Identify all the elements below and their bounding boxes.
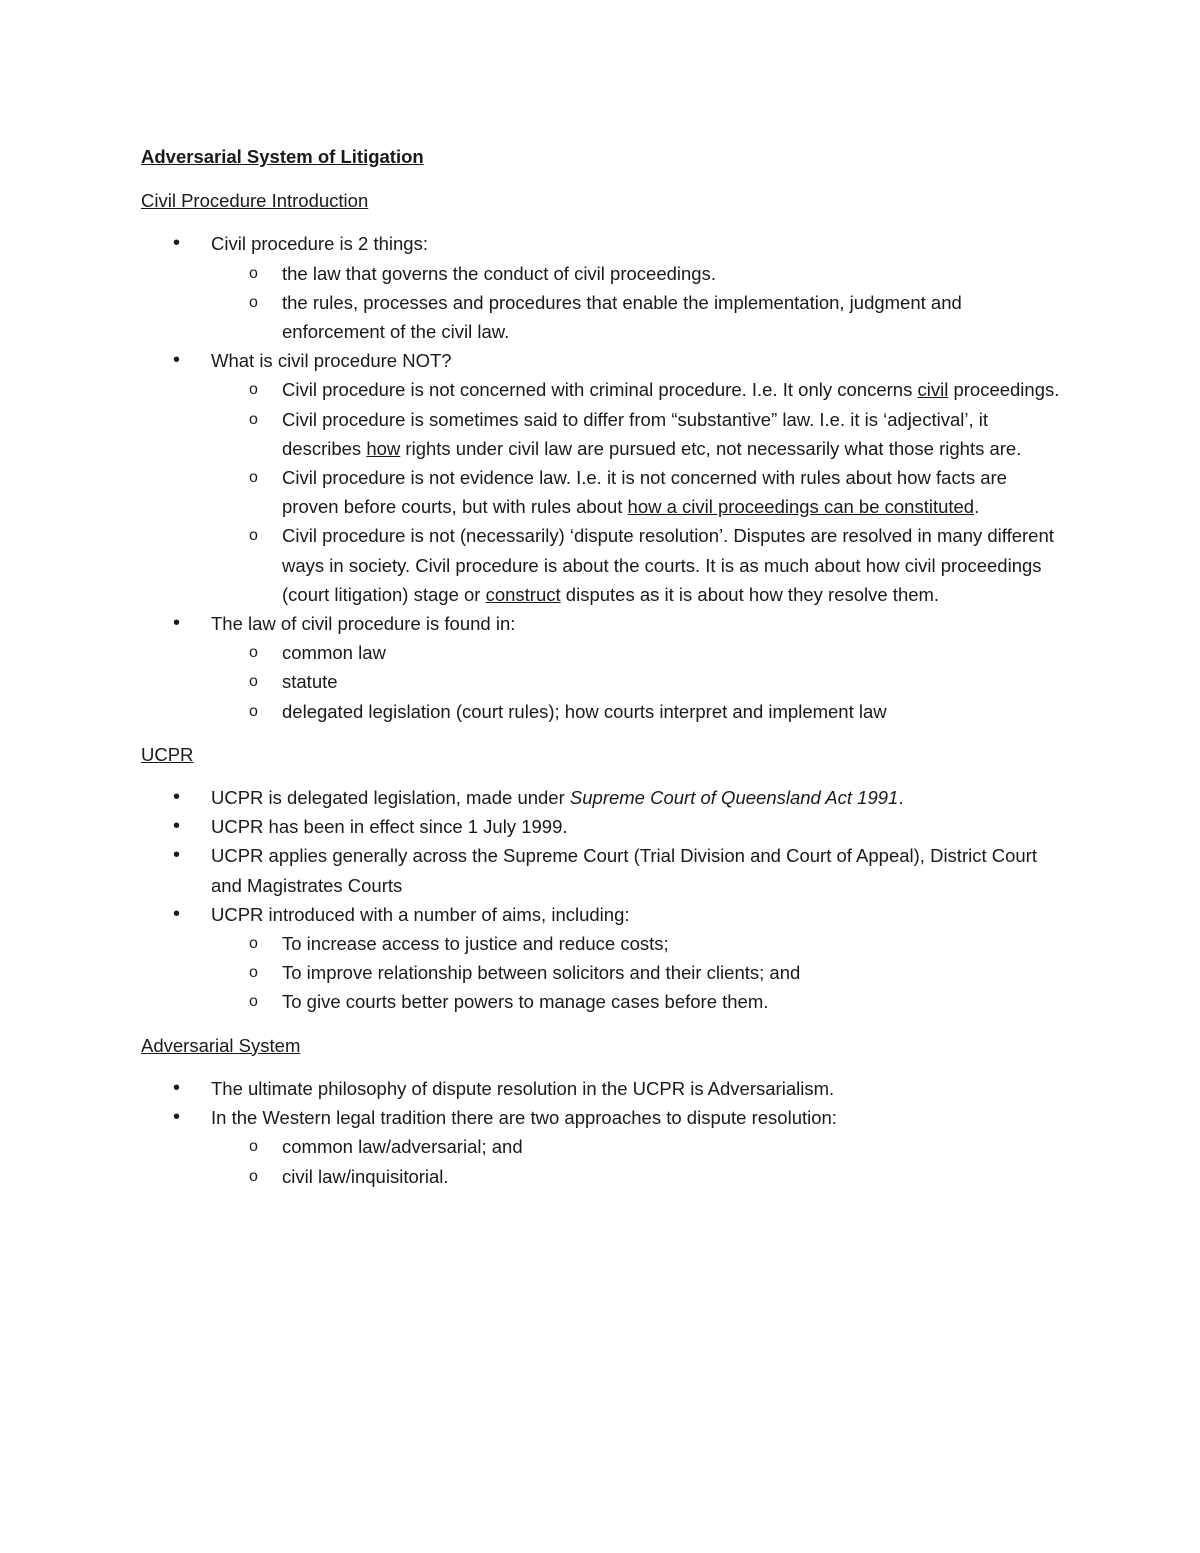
sub-list-item: o To give courts better powers to manage cases before them. [211, 987, 1061, 1016]
sub-list-item: o To improve relationship between solicitors and their clients; and [211, 958, 1061, 987]
sub-list-item: o common law/adversarial; and [211, 1132, 1061, 1161]
list-item: • In the Western legal tradition there are two approaches to dispute resolution: o common law/adversarial; and o civil law/inquisitorial. [141, 1103, 1061, 1191]
sub-list [211, 638, 1061, 726]
list-item: • The ultimate philosophy of dispute resolution in the UCPR is Adversarialism. [141, 1074, 1061, 1103]
sub-list-item: o civil law/inquisitorial. [211, 1162, 1061, 1191]
sub-list-item: o To increase access to justice and reduce costs; [211, 929, 1061, 958]
bullet-list [141, 229, 1061, 725]
sub-list-item: o common law [211, 638, 1061, 667]
sub-list-item: o the law that governs the conduct of civil proceedings. [211, 259, 1061, 288]
list-item: • UCPR applies generally across the Supreme Court (Trial Division and Court of Appeal), District Court and Magistrates Courts [141, 841, 1061, 899]
list-item: • The law of civil procedure is found in: o common law o statute o delegated legislation (court rules); how courts interpret and implement law [141, 609, 1061, 726]
sub-list-item: o Civil procedure is not (necessarily) ‘dispute resolution’. Disputes are resolved in many different ways in society. Civil procedure is about the courts. It is as much about how civil proceedings (court litigation) stage or construct disputes as it is about how they resolve them. [211, 521, 1061, 609]
list-item: • What is civil procedure NOT? o Civil procedure is not concerned with criminal procedure. I.e. It only concerns civil proceedings. o Civil procedure is sometimes said to differ from “substantive” law. I.e. it is ‘adjectival’, it describes how rights under civil law are pursued etc, not necessarily what those rights are. o Civil procedure is not evidence law. I.e. it is not concerned with rules about how facts are proven before courts, but with rules about how a civil proceedings can be constituted. o Civil procedure is not (necessarily) ‘dispute resolution’. Disputes are resolved in many different ways in society. Civil procedure is about the courts. It is as much about how civil proceedings (court litigation) stage or construct disputes as it is about how they resolve them. [141, 346, 1061, 609]
sub-list [211, 1132, 1061, 1190]
sub-list [211, 375, 1061, 609]
sub-list-item: o the rules, processes and procedures that enable the implementation, judgment and enforcement of the civil law. [211, 288, 1061, 346]
sub-list-item: o Civil procedure is not concerned with criminal procedure. I.e. It only concerns civil proceedings. [211, 375, 1061, 404]
sub-list [211, 929, 1061, 1017]
bullet-list [141, 1074, 1061, 1191]
document-title: Adversarial System of Litigation [141, 146, 424, 167]
section-heading-ucpr: UCPR [141, 743, 194, 765]
sub-list [211, 259, 1061, 347]
sub-list-item: o statute [211, 667, 1061, 696]
list-item: • UCPR introduced with a number of aims, including: o To increase access to justice and reduce costs; o To improve relationship between solicitors and their clients; and o To give courts better powers to manage cases before them. [141, 900, 1061, 1017]
sub-list-item: o delegated legislation (court rules); how courts interpret and implement law [211, 697, 1061, 726]
section-heading-civil-procedure-introduction: Civil Procedure Introduction [141, 190, 369, 212]
list-item: • UCPR has been in effect since 1 July 1999. [141, 812, 1061, 841]
section-heading-adversarial-system: Adversarial System [141, 1034, 301, 1056]
sub-list-item: o Civil procedure is sometimes said to differ from “substantive” law. I.e. it is ‘adjectival’, it describes how rights under civil law are pursued etc, not necessarily what those rights are. [211, 405, 1061, 463]
document-page [141, 142, 1061, 1191]
bullet-list [141, 783, 1061, 1017]
list-item: • Civil procedure is 2 things: o the law that governs the conduct of civil proceedings. o the rules, processes and procedures that enable the implementation, judgment and enforcement of the civil law. [141, 229, 1061, 346]
sub-list-item: o Civil procedure is not evidence law. I.e. it is not concerned with rules about how facts are proven before courts, but with rules about how a civil proceedings can be constituted. [211, 463, 1061, 521]
list-item: • UCPR is delegated legislation, made under Supreme Court of Queensland Act 1991. [141, 783, 1061, 812]
